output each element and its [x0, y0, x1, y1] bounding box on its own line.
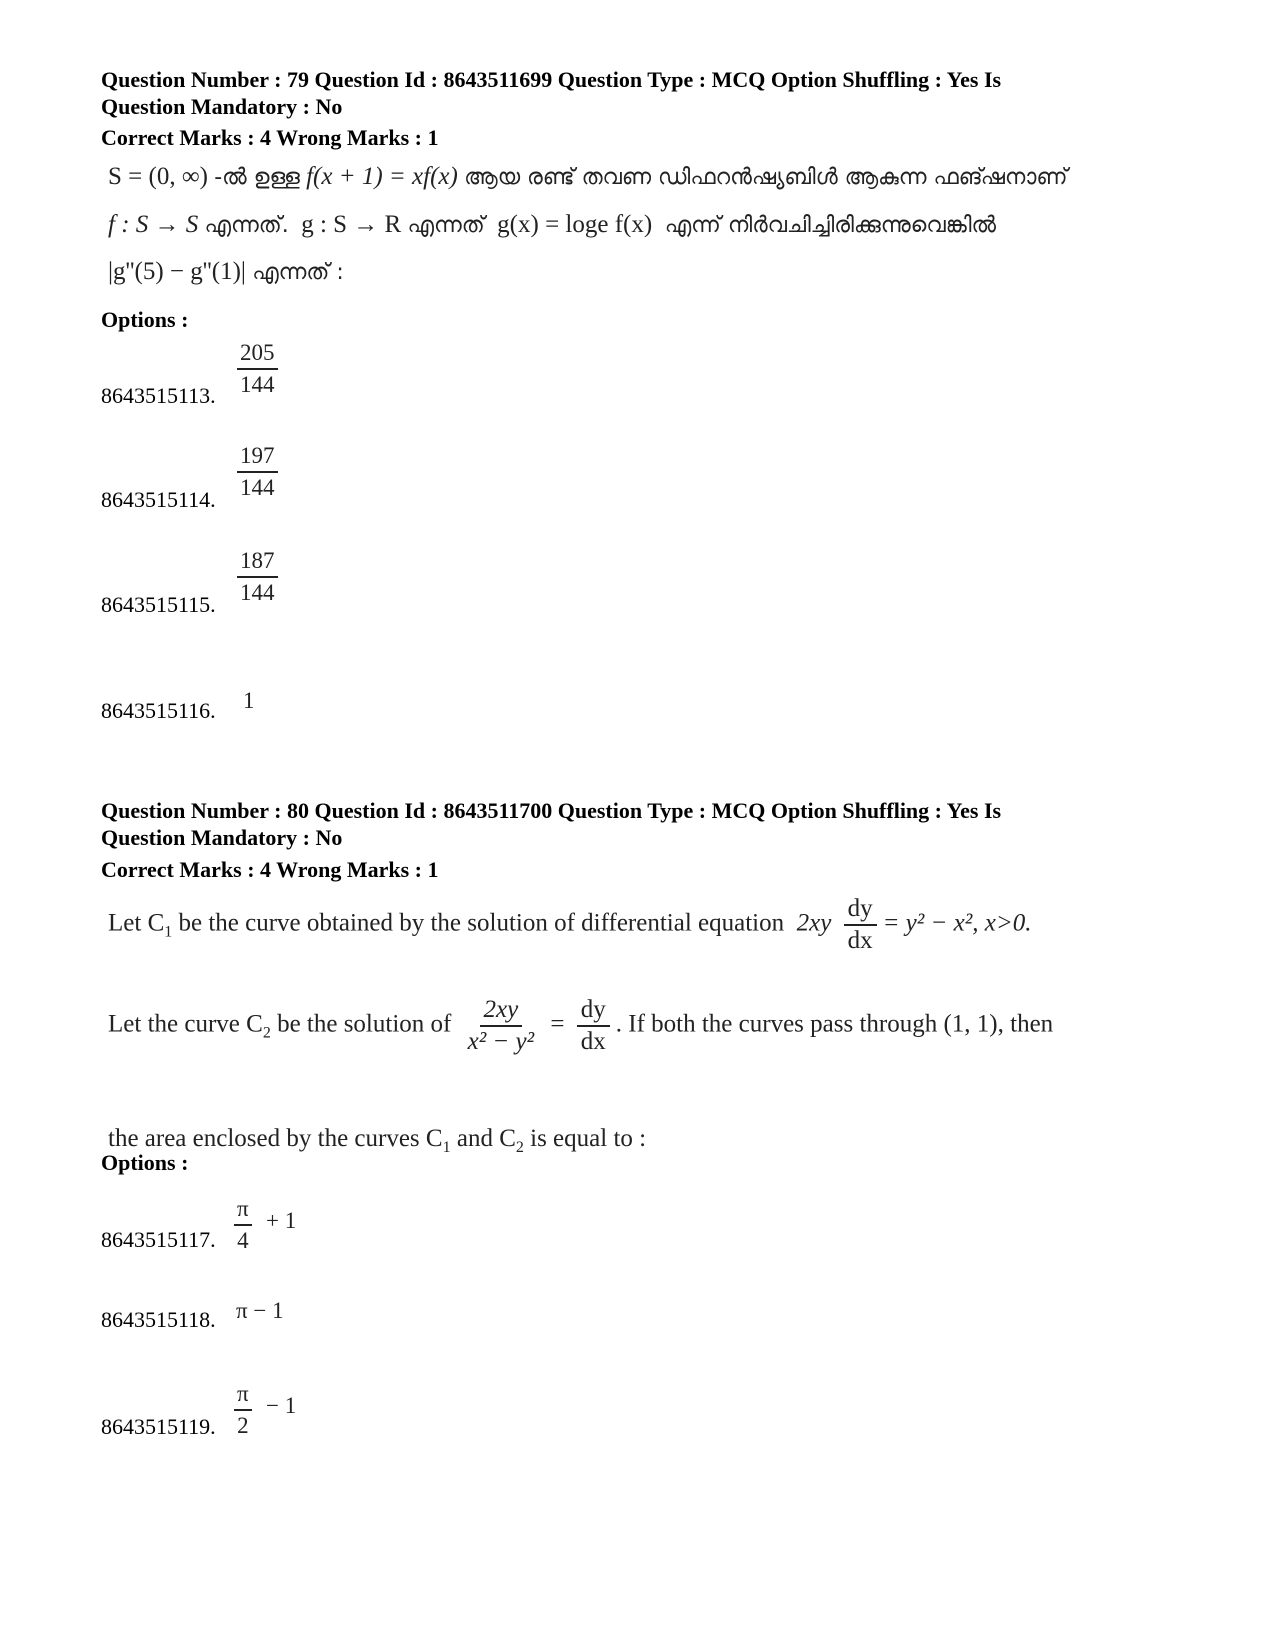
fraction-numerator: dy: [577, 995, 610, 1027]
q80-text: the area enclosed by the curves C: [108, 1125, 443, 1152]
question-79-text-line3: [108, 258, 344, 286]
fraction-denominator: 144: [240, 372, 275, 397]
subscript: 2: [515, 1139, 524, 1156]
q79-math-abs: |g''(5) − g''(1)|: [108, 258, 246, 285]
fraction-denominator: dx: [580, 1028, 606, 1055]
derivative-fraction: [577, 995, 610, 1057]
q79-mal-text: എന്നത്: [407, 213, 485, 238]
question-80-header: [101, 797, 1001, 851]
q79-mal-text: എന്നത് :: [252, 260, 344, 285]
fraction-denominator: x² − y²: [467, 1028, 535, 1055]
fraction-numerator: 205: [237, 339, 278, 370]
option-value: 1: [243, 688, 255, 713]
option-id: 8643515114.: [101, 487, 216, 512]
q79-math-domain: S = (0, ∞): [108, 163, 208, 190]
q79-math-functional-eq: f(x + 1) = xf(x): [306, 163, 458, 190]
q80-text: Let C: [108, 909, 165, 937]
option-id: 8643515116.: [101, 698, 216, 723]
option-value: π − 1: [236, 1298, 284, 1323]
q80-text: be the solution of: [270, 1010, 452, 1038]
question-79-text-line1: [108, 163, 1068, 191]
q80-math: = y² − x², x>0.: [882, 909, 1032, 937]
question-79-options-label: Options :: [101, 307, 189, 332]
question-80-text-line2: [108, 995, 1053, 1057]
question-79-header-line2: Question Mandatory : No: [101, 94, 343, 119]
question-79-header: [101, 66, 1001, 120]
fraction-denominator: dx: [847, 927, 873, 954]
question-79-marks: Correct Marks : 4 Wrong Marks : 1: [101, 125, 439, 150]
option-suffix: − 1: [266, 1393, 297, 1418]
question-80-header-line1: Question Number : 80 Question Id : 8643511700 Question Type : MCQ Option Shuffling : Yes Is: [101, 798, 1002, 823]
q80-text: is equal to :: [523, 1125, 647, 1152]
q79-math-f-map: f : S → S: [108, 211, 199, 238]
q79-math-g-def: g(x) = loge f(x): [497, 211, 653, 238]
subscript: 2: [262, 1024, 271, 1042]
option-suffix: + 1: [266, 1208, 297, 1233]
question-80-header-line2: Question Mandatory : No: [101, 825, 343, 850]
fraction-numerator: 197: [237, 442, 278, 473]
fraction-denominator: 144: [240, 580, 275, 605]
fraction-numerator: 187: [237, 547, 278, 578]
q79-math-g-map: g : S → R: [301, 211, 402, 238]
option-id: 8643515113.: [101, 383, 216, 408]
option-id: 8643515115.: [101, 592, 216, 617]
option-fraction: [237, 339, 278, 398]
fraction-denominator: 144: [240, 475, 275, 500]
fraction-numerator: dy: [844, 894, 877, 926]
derivative-fraction: [844, 894, 877, 956]
subscript: 1: [442, 1139, 451, 1156]
q80-math: 2xy: [796, 909, 832, 937]
q79-mal-text: എന്നത്.: [204, 213, 289, 238]
question-79-text-line2: [108, 211, 996, 239]
fraction-numerator: π: [234, 1195, 252, 1226]
q79-mal-text: എന്ന് നിർവചിച്ചിരിക്കുന്നുവെങ്കിൽ: [664, 213, 996, 238]
subscript: 1: [164, 923, 173, 941]
q79-mal-text: -ൽ ഉള്ള: [214, 165, 300, 190]
q80-text: . If both the curves pass through (1, 1), then: [615, 1010, 1054, 1038]
fraction-numerator: π: [234, 1380, 252, 1411]
ratio-fraction: [464, 995, 539, 1057]
fraction-numerator: 2xy: [480, 995, 523, 1027]
question-80-marks: Correct Marks : 4 Wrong Marks : 1: [101, 857, 439, 882]
fraction-denominator: 4: [237, 1228, 249, 1253]
option-id: 8643515118.: [101, 1307, 216, 1332]
equals-sign: =: [550, 1010, 565, 1038]
option-id: 8643515117.: [101, 1227, 216, 1252]
q80-text: and C: [450, 1125, 516, 1152]
option-fraction: [234, 1195, 252, 1254]
question-80-text-line1: [108, 894, 1031, 956]
option-fraction: [237, 547, 278, 606]
q79-mal-text: ആയ രണ്ട് തവണ ഡിഫറൻഷ്യബിൾ ആകുന്ന ഫങ്ഷനാണ്: [464, 165, 1068, 190]
question-80-options-label: Options :: [101, 1150, 189, 1175]
question-80-text-line3: [108, 1125, 646, 1157]
q80-text: Let the curve C: [108, 1010, 263, 1038]
q80-text: be the curve obtained by the solution of differential equation: [172, 909, 785, 937]
option-id: 8643515119.: [101, 1414, 216, 1439]
question-79-header-line1: Question Number : 79 Question Id : 8643511699 Question Type : MCQ Option Shuffling : Yes Is: [101, 67, 1002, 92]
option-fraction: [234, 1380, 252, 1439]
fraction-denominator: 2: [237, 1413, 249, 1438]
option-fraction: [237, 442, 278, 501]
